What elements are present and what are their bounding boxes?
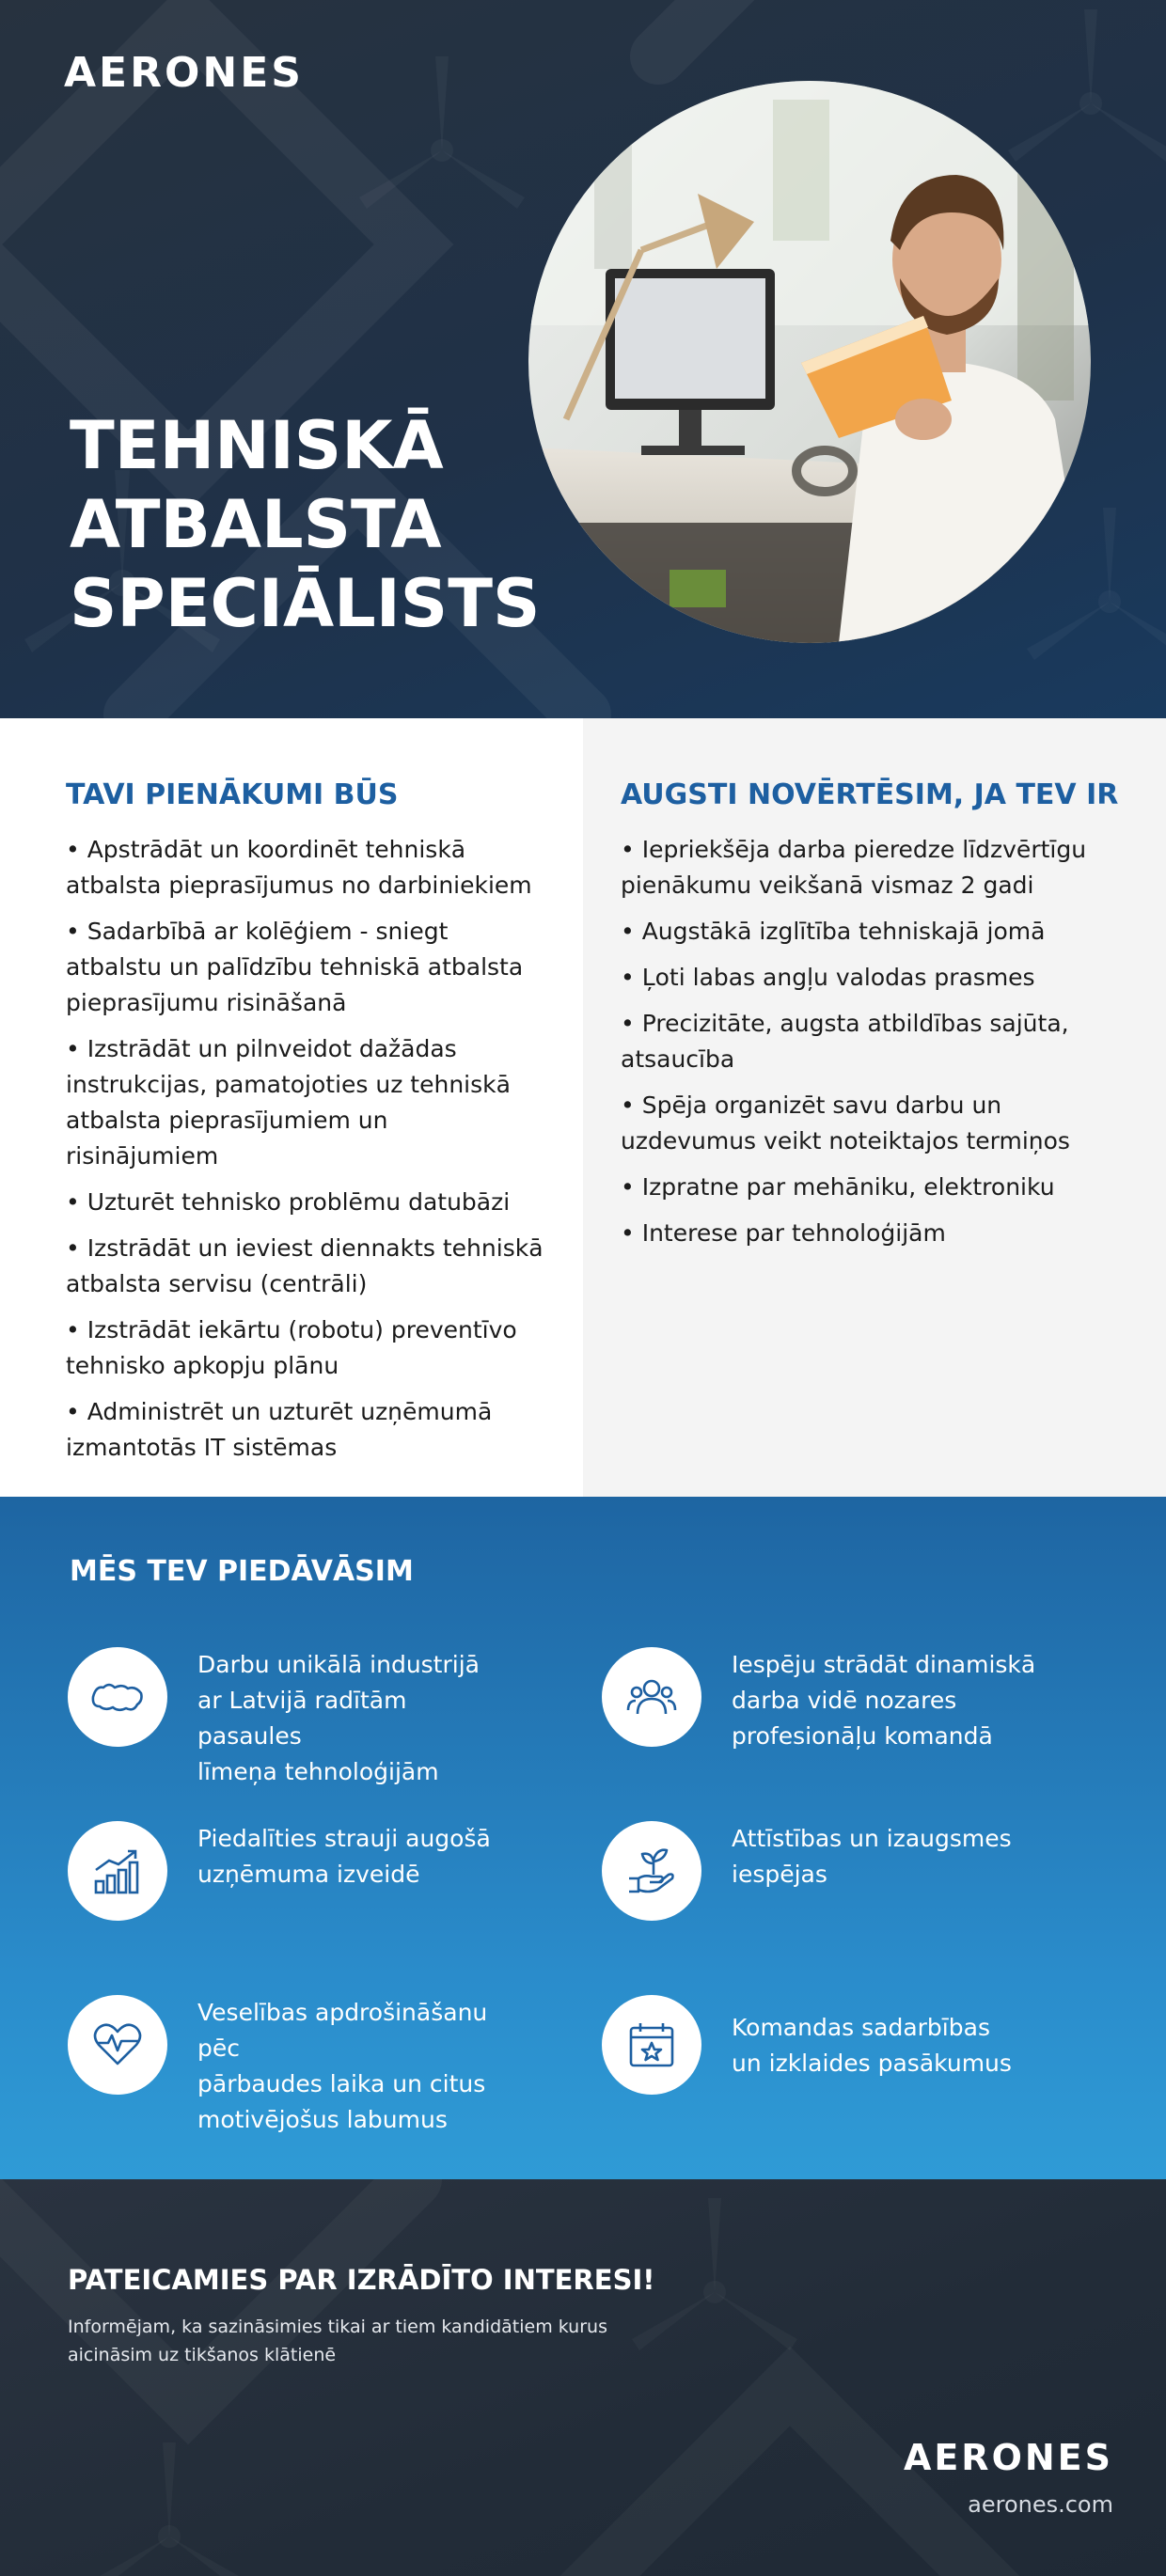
list-item: • Sadarbībā ar kolēģiem - sniegt atbalstu un palīdzību tehniskā atbalsta pieprasījumu risināšanā bbox=[66, 914, 545, 1021]
job-title-line: TEHNISKĀ bbox=[70, 407, 444, 484]
list-item: • Uzturēt tehnisko problēmu datubāzi bbox=[66, 1185, 545, 1220]
benefit-line: ar Latvijā radītām pasaules bbox=[197, 1687, 407, 1750]
plant-in-hand-icon bbox=[602, 1821, 701, 1921]
list-item: • Precizitāte, augsta atbildības sajūta, atsaucība bbox=[621, 1006, 1128, 1077]
benefit-line: iespējas bbox=[732, 1861, 827, 1888]
duties-list bbox=[66, 832, 545, 1466]
benefit-line: uzņēmuma izveidē bbox=[197, 1861, 420, 1888]
benefit-line: pārbaudes laika un citus bbox=[197, 2070, 486, 2097]
thank-you-heading: PATEICAMIES PAR IZRĀDĪTO INTERESI! bbox=[68, 2264, 655, 2296]
list-item: • Interese par tehnoloģijām bbox=[621, 1216, 1128, 1251]
contact-note: Informējam, ka sazināsimies tikai ar tiem kandidātiem kurus aicināsim uz tikšanos klātienē bbox=[68, 2317, 607, 2365]
latvia-map-icon bbox=[68, 1647, 167, 1747]
benefit-item bbox=[602, 1995, 1051, 2095]
footer-section bbox=[0, 2179, 1166, 2576]
benefit-line: Attīstības un izaugsmes bbox=[732, 1825, 1012, 1852]
job-title bbox=[70, 406, 540, 643]
office-worker-photo bbox=[528, 81, 1091, 643]
team-icon bbox=[602, 1647, 701, 1747]
benefit-item bbox=[602, 1647, 1051, 1754]
benefit-text bbox=[732, 1995, 1051, 2081]
qualifications-heading: AUGSTI NOVĒRTĒSIM, JA TEV IR bbox=[621, 778, 1119, 811]
list-item: • Spēja organizēt savu darbu un uzdevumus veikt noteiktajos termiņos bbox=[621, 1088, 1128, 1159]
benefit-line: Darbu unikālā industrijā bbox=[197, 1651, 480, 1678]
benefits-section bbox=[0, 1497, 1166, 2179]
list-item: • Administrēt un uzturēt uzņēmumā izmantotās IT sistēmas bbox=[66, 1394, 545, 1466]
job-title-line: SPECIĀLISTS bbox=[70, 565, 541, 642]
list-item: • Izpratne par mehāniku, elektroniku bbox=[621, 1170, 1128, 1205]
benefit-item bbox=[68, 1995, 517, 2138]
job-details-section bbox=[0, 718, 1166, 1497]
benefit-text bbox=[732, 1821, 1051, 1893]
benefit-line: Piedalīties strauji augošā bbox=[197, 1825, 491, 1852]
duties-heading: TAVI PIENĀKUMI BŪS bbox=[66, 778, 399, 811]
benefit-text bbox=[732, 1647, 1051, 1754]
aerones-logo: AERONES bbox=[903, 2437, 1113, 2478]
qualifications-list bbox=[621, 832, 1128, 1251]
list-item: • Izstrādāt iekārtu (robotu) preventīvo tehnisko apkopju plānu bbox=[66, 1312, 545, 1384]
calendar-star-icon bbox=[602, 1995, 701, 2095]
list-item: • Ļoti labas angļu valodas prasmes bbox=[621, 960, 1128, 996]
website-link[interactable]: aerones.com bbox=[968, 2491, 1113, 2518]
benefit-line: Veselības apdrošināšanu pēc bbox=[197, 1999, 488, 2062]
benefit-line: Komandas sadarbības bbox=[732, 2014, 990, 2041]
benefit-item bbox=[602, 1821, 1051, 1921]
benefit-line: Iespēju strādāt dinamiskā bbox=[732, 1651, 1036, 1678]
benefit-text bbox=[197, 1821, 517, 1893]
hero-section bbox=[0, 0, 1166, 718]
benefit-text bbox=[197, 1647, 517, 1790]
list-item: • Augstākā izglītība tehniskajā jomā bbox=[621, 914, 1128, 950]
benefits-heading: MĒS TEV PIEDĀVĀSIM bbox=[70, 1555, 414, 1588]
job-title-line: ATBALSTA bbox=[70, 486, 442, 563]
duties-column bbox=[0, 718, 583, 1497]
benefit-line: un izklaides pasākumus bbox=[732, 2050, 1012, 2077]
growth-chart-icon bbox=[68, 1821, 167, 1921]
benefit-item bbox=[68, 1647, 517, 1790]
benefit-line: līmeņa tehnoloģijām bbox=[197, 1758, 439, 1785]
heart-pulse-icon bbox=[68, 1995, 167, 2095]
benefit-line: profesionāļu komandā bbox=[732, 1722, 993, 1750]
benefit-line: motivējošus labumus bbox=[197, 2106, 448, 2133]
list-item: • Izstrādāt un ieviest diennakts tehniskā atbalsta servisu (centrāli) bbox=[66, 1231, 545, 1302]
aerones-logo: AERONES bbox=[64, 49, 304, 97]
list-item: • Apstrādāt un koordinēt tehniskā atbalsta pieprasījumus no darbiniekiem bbox=[66, 832, 545, 903]
benefit-item bbox=[68, 1821, 517, 1921]
list-item: • Iepriekšēja darba pieredze līdzvērtīgu pienākumu veikšanā vismaz 2 gadi bbox=[621, 832, 1128, 903]
list-item: • Izstrādāt un pilnveidot dažādas instrukcijas, pamatojoties uz tehniskā atbalsta pieprasījumiem un risinājumiem bbox=[66, 1031, 545, 1174]
benefit-line: darba vidē nozares bbox=[732, 1687, 957, 1714]
benefit-text bbox=[197, 1995, 517, 2138]
qualifications-column bbox=[583, 718, 1166, 1497]
